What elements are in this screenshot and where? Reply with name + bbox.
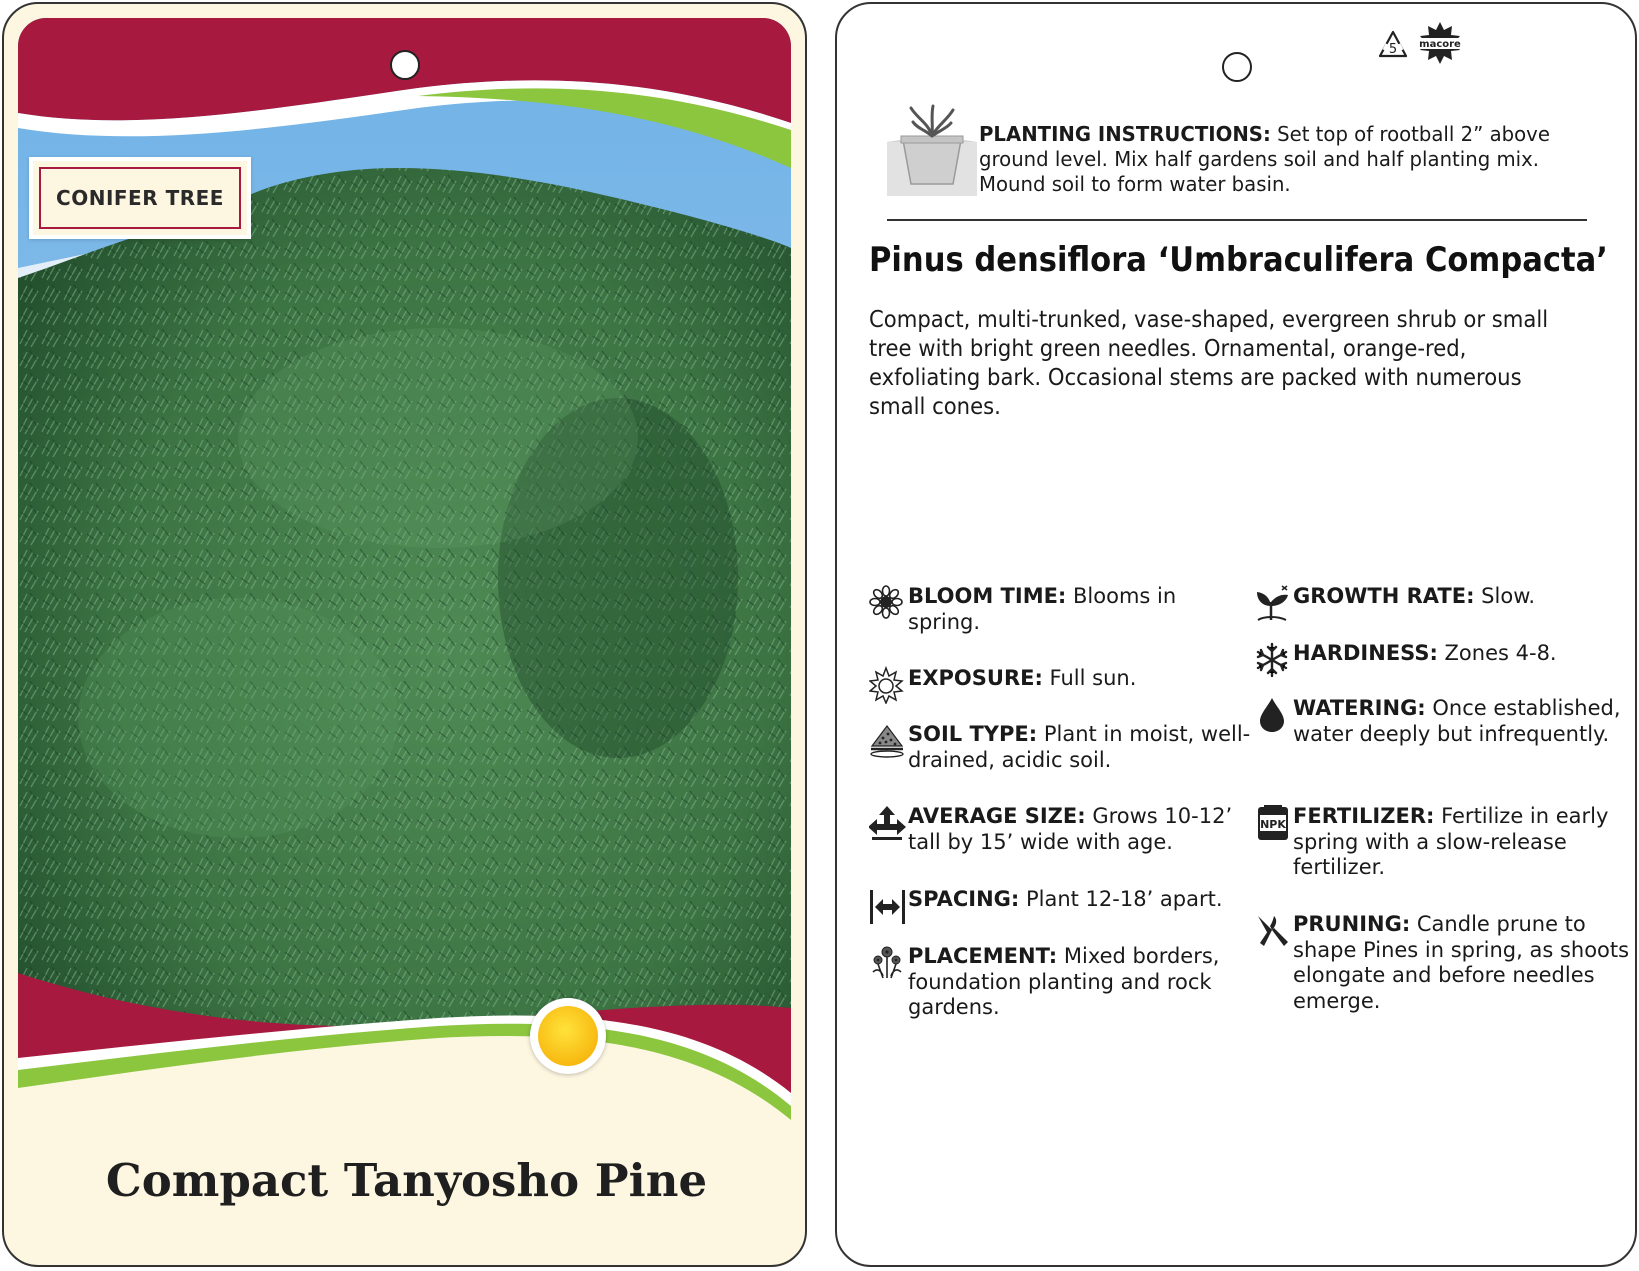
botanical-name: Pinus densiflora ‘Umbraculifera Compacta’ (869, 240, 1608, 280)
snowflake-icon (1254, 641, 1292, 679)
attribute-label: AVERAGE SIZE: (908, 804, 1086, 828)
common-name: Compact Tanyosho Pine (105, 1154, 708, 1207)
attribute-value: Plant in moist, well-drained, acidic soil. (908, 722, 1251, 772)
planting-instructions-text: Set top of rootball 2” above ground level. Mix half gardens soil and half planting mix. Mound soil to form water basin. (979, 122, 1550, 196)
attribute-value: Zones 4-8. (1437, 641, 1557, 665)
macore-label: macore (1419, 39, 1461, 50)
pruning-shears-icon (1254, 912, 1292, 950)
attribute-value: Grows 10-12’ tall by 15’ wide with age. (908, 804, 1233, 854)
spacing-arrows-icon (869, 887, 907, 925)
attribute-label: FERTILIZER: (1293, 804, 1435, 828)
plant-description: Compact, multi-trunked, vase-shaped, evergreen shrub or small tree with bright green needles. Ornamental, orange-red, exfoliating bark. Occasional stems are packed with numerous small cones. (869, 307, 1549, 420)
attribute-value: Full sun. (1042, 666, 1137, 690)
npk-label: NPK (1260, 818, 1286, 831)
attribute-value: Blooms in spring. (908, 584, 1177, 634)
attribute-value: Plant 12-18’ apart. (1019, 887, 1223, 911)
macore-logo-icon (1417, 20, 1463, 66)
attribute-value: Fertilize in early spring with a slow-release fertilizer. (1293, 804, 1609, 879)
attribute-value: Once established, water deeply but infrequently. (1293, 696, 1621, 746)
attribute-label: EXPOSURE: (908, 666, 1043, 690)
planting-instructions (979, 122, 1555, 197)
flower-icon (869, 584, 907, 622)
hang-hole (1222, 52, 1252, 82)
attribute-label: SPACING: (908, 887, 1020, 911)
attribute-label: PLACEMENT: (908, 944, 1058, 968)
fertilizer-npk-icon (1254, 804, 1292, 842)
attribute-value: Mixed borders, foundation planting and rock gardens. (908, 944, 1220, 1019)
attribute-value: Candle prune to shape Pines in spring, as shoots elongate and before needles emerge. (1293, 912, 1630, 1013)
attribute-label: PRUNING: (1293, 912, 1411, 936)
planting-instructions-label: PLANTING INSTRUCTIONS: (979, 122, 1271, 146)
soil-icon (869, 722, 907, 760)
recycle-icon (1375, 28, 1411, 64)
hang-hole (390, 50, 420, 80)
attribute-label: WATERING: (1293, 696, 1426, 720)
attribute-label: SOIL TYPE: (908, 722, 1038, 746)
full-sun-dot-icon (530, 998, 606, 1074)
placement-flowers-icon (869, 944, 907, 982)
sun-icon (869, 666, 907, 704)
attribute-label: BLOOM TIME: (908, 584, 1067, 608)
category-badge-label: CONIFER TREE (39, 167, 241, 229)
attribute-label: HARDINESS: (1293, 641, 1438, 665)
attribute-label: GROWTH RATE: (1293, 584, 1475, 608)
front-tag (2, 2, 807, 1267)
planting-pot-icon (887, 104, 977, 196)
recycle-number: 5 (1388, 42, 1398, 57)
size-arrows-icon (869, 804, 907, 842)
attribute-value: Slow. (1474, 584, 1536, 608)
sprout-icon (1254, 584, 1292, 622)
category-badge (33, 161, 247, 235)
divider (887, 219, 1587, 221)
water-drop-icon (1254, 696, 1292, 734)
back-tag (835, 2, 1637, 1267)
